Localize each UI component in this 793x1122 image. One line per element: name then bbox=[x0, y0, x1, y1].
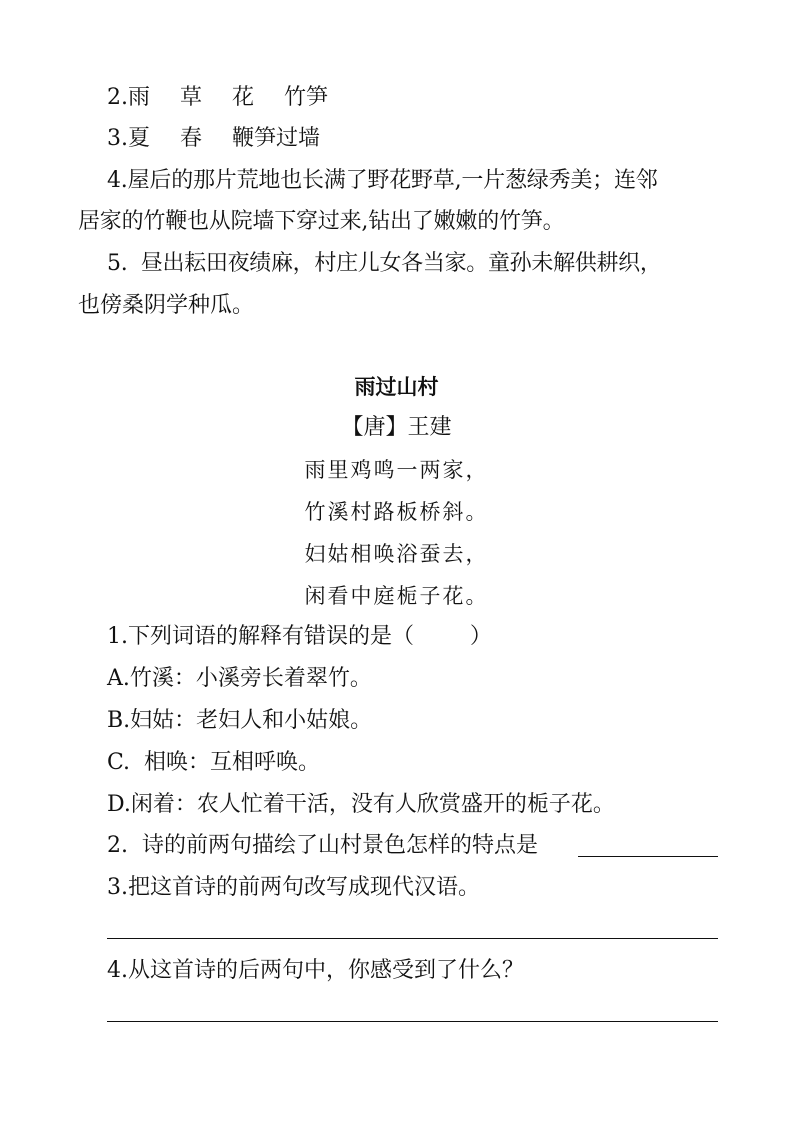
poem-title: 雨过山村 bbox=[354, 375, 439, 399]
question-1-option-d: D.闲着：农人忙着干活，没有人欣赏盛开的栀子花。 bbox=[107, 792, 615, 817]
question-3-answer-line[interactable] bbox=[107, 938, 718, 939]
poem-author: 【唐】王建 bbox=[341, 415, 452, 440]
poem-line-4: 闲看中庭栀子花。 bbox=[304, 584, 489, 608]
answer-3-word-2: 春 bbox=[180, 126, 203, 151]
answer-3-word-3: 鞭笋过墙 bbox=[232, 126, 321, 151]
poem-line-2: 竹溪村路板桥斜。 bbox=[304, 500, 489, 524]
answer-5-line-1: 5. 昼出耘田夜绩麻，村庄儿女各当家。童孙未解供耕织， bbox=[107, 251, 662, 276]
question-1: 1.下列词语的解释有错误的是（ ） bbox=[107, 624, 492, 649]
answer-2-word-3: 花 bbox=[232, 85, 255, 110]
answer-2 bbox=[107, 83, 328, 113]
answer-2-number: 2. bbox=[107, 85, 128, 110]
answer-5-line-2: 也傍桑阴学种瓜。 bbox=[78, 293, 255, 318]
question-4-answer-line[interactable] bbox=[107, 1021, 718, 1022]
answer-2-word-2: 草 bbox=[180, 85, 203, 110]
question-1-option-a: A.竹溪：小溪旁长着翠竹。 bbox=[107, 666, 372, 691]
answer-2-word-4: 竹笋 bbox=[284, 85, 329, 110]
poem-line-1: 雨里鸡鸣一两家， bbox=[304, 458, 489, 482]
answer-2-word-1: 雨 bbox=[128, 85, 151, 110]
answer-4-line-1: 4.屋后的那片荒地也长满了野花野草,一片葱绿秀美；连邻 bbox=[107, 168, 658, 193]
question-2: 2. 诗的前两句描绘了山村景色怎样的特点是 bbox=[107, 833, 538, 858]
answer-3-number: 3. bbox=[107, 126, 128, 151]
answer-3-word-1: 夏 bbox=[128, 126, 151, 151]
answer-3 bbox=[107, 124, 320, 154]
question-1-option-b: B.妇姑：老妇人和小姑娘。 bbox=[107, 708, 373, 733]
question-1-option-c: C. 相唤：互相呼唤。 bbox=[107, 750, 321, 775]
poem-line-3: 妇姑相唤浴蚕去， bbox=[304, 542, 489, 566]
question-4: 4.从这首诗的后两句中，你感受到了什么？ bbox=[107, 958, 524, 983]
answer-4-line-2: 居家的竹鞭也从院墙下穿过来,钻出了嫩嫩的竹笋。 bbox=[78, 209, 565, 234]
question-3: 3.把这首诗的前两句改写成现代汉语。 bbox=[107, 875, 480, 900]
question-2-answer-blank[interactable] bbox=[578, 856, 718, 857]
